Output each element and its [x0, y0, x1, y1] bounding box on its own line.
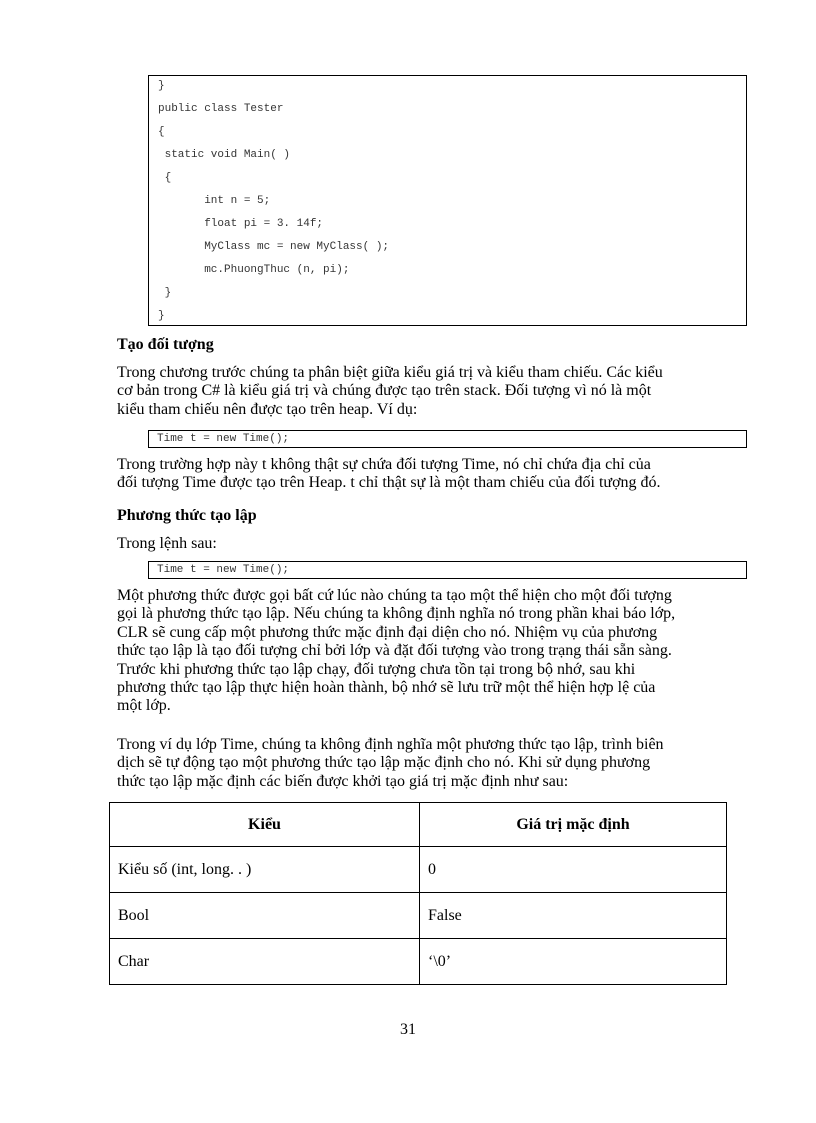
- text-line: thức tạo lập là tạo đối tượng chỉ bởi lớp và đặt đối tượng vào trong trạng thái sẵn sàng.: [117, 642, 672, 660]
- code-line: MyClass mc = new MyClass( );: [158, 241, 390, 253]
- default-values-table: [109, 802, 727, 985]
- text-line: đối tượng Time được tạo trên Heap. t chỉ thật sự là một tham chiếu của đối tượng đó.: [117, 474, 661, 492]
- text-line: dịch sẽ tự động tạo một phương thức tạo lập mặc định cho nó. Khi sử dụng phương: [117, 754, 651, 772]
- page-number: 31: [400, 1021, 416, 1038]
- inline-code-box: Time t = new Time();: [148, 430, 747, 448]
- text-line: một lớp.: [117, 697, 171, 715]
- table-row: [110, 893, 727, 939]
- table-header-cell: Giá trị mặc định: [420, 803, 727, 847]
- paragraph: [117, 535, 747, 553]
- code-line: int n = 5;: [158, 195, 271, 207]
- table-cell: Kiểu số (int, long. . ): [110, 847, 420, 893]
- text-line: CLR sẽ cung cấp một phương thức mặc định đại diện cho nó. Nhiệm vụ của phương: [117, 623, 658, 641]
- text-line: cơ bản trong C# là kiểu giá trị và chúng được tạo trên stack. Đối tượng vì nó là một: [117, 382, 652, 400]
- text-line: thức tạo lập mặc định các biến được khởi tạo giá trị mặc định như sau:: [117, 772, 569, 790]
- code-line: public class Tester: [158, 103, 284, 115]
- code-line: }: [158, 310, 165, 322]
- text-line: Trong chương trước chúng ta phân biệt giữa kiểu giá trị và kiểu tham chiếu. Các kiểu: [117, 364, 663, 381]
- paragraph: [117, 364, 747, 419]
- paragraph: [117, 736, 747, 791]
- text-line: phương thức tạo lập thực hiện hoàn thành, bộ nhớ sẽ lưu trữ một thể hiện hợp lệ của: [117, 679, 656, 697]
- text-line: kiểu tham chiếu nên được tạo trên heap. Ví dụ:: [117, 400, 418, 418]
- code-line: static void Main( ): [158, 149, 291, 161]
- text-line: Trong lệnh sau:: [117, 535, 217, 552]
- text-line: Trong ví dụ lớp Time, chúng ta không định nghĩa một phương thức tạo lập, trình biên: [117, 736, 664, 753]
- code-block-tester: [148, 75, 747, 326]
- text-line: Trước khi phương thức tạo lập chạy, đối tượng chưa tồn tại trong bộ nhớ, sau khi: [117, 660, 636, 678]
- code-line: {: [158, 172, 172, 184]
- code-line: mc.PhuongThuc (n, pi);: [158, 264, 350, 276]
- table-cell: Bool: [110, 893, 420, 939]
- paragraph: [117, 587, 747, 716]
- inline-code-box: Time t = new Time();: [148, 561, 747, 579]
- text-line: gọi là phương thức tạo lập. Nếu chúng ta không định nghĩa nó trong phần khai báo lớp,: [117, 605, 676, 623]
- table-cell: False: [420, 893, 727, 939]
- table-cell: 0: [420, 847, 727, 893]
- code-line: float pi = 3. 14f;: [158, 218, 324, 230]
- text-line: Trong trường hợp này t không thật sự chứa đối tượng Time, nó chỉ chứa địa chỉ của: [117, 456, 651, 473]
- table-header-row: [110, 803, 727, 847]
- code-line: }: [158, 287, 172, 299]
- code-line: {: [158, 126, 165, 138]
- table-row: [110, 847, 727, 893]
- paragraph: [117, 456, 747, 493]
- text-line: Một phương thức được gọi bất cứ lúc nào chúng ta tạo một thể hiện cho một đối tượng: [117, 587, 672, 604]
- section-heading-tao-doi-tuong: Tạo đối tượng: [117, 336, 214, 353]
- table-row: [110, 939, 727, 985]
- table-cell: ‘\0’: [420, 939, 727, 985]
- code-line: }: [158, 80, 165, 92]
- table-cell: Char: [110, 939, 420, 985]
- table-header-cell: Kiểu: [110, 803, 420, 847]
- section-heading-phuong-thuc-tao-lap: Phương thức tạo lập: [117, 507, 257, 524]
